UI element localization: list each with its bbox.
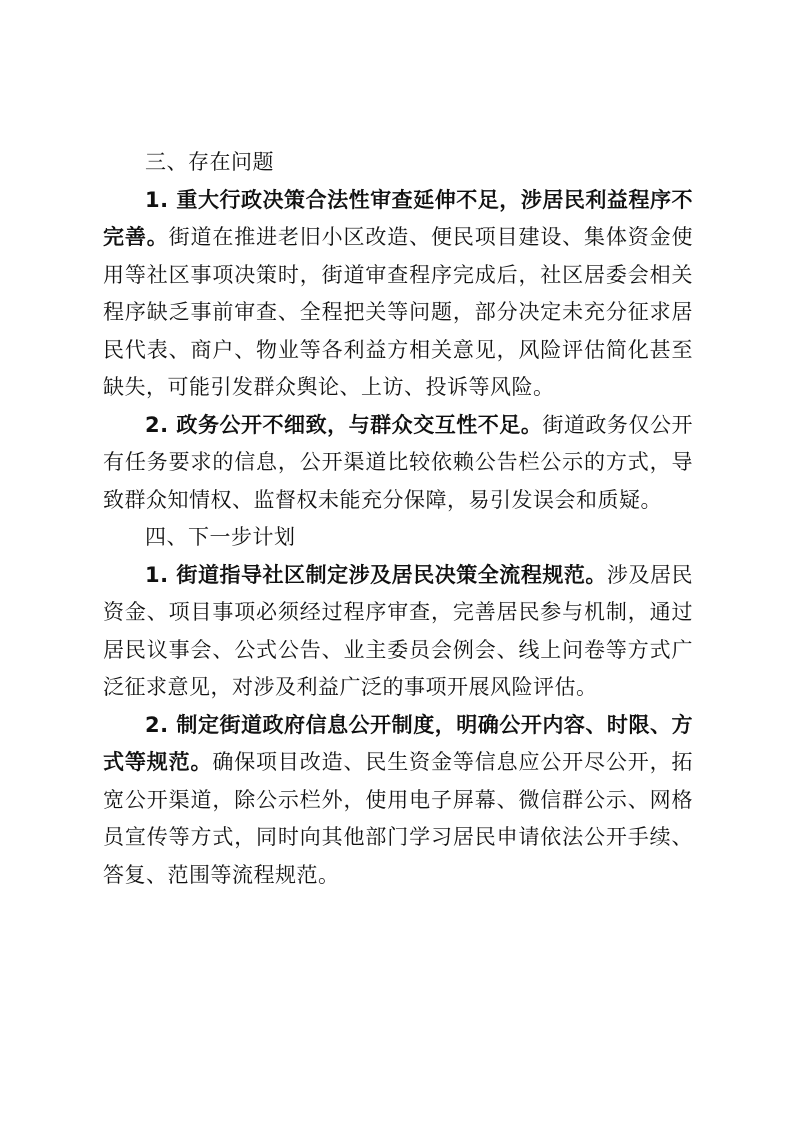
plan-item-2 — [103, 707, 693, 895]
document-body — [103, 144, 693, 894]
problem-item-2-body: 街道政务仅公开有任务要求的信息，公开渠道比较依赖公告栏公示的方式，导致群众知情权、监督权未能充分保障，易引发误会和质疑。 — [103, 412, 694, 512]
problem-item-2 — [103, 407, 693, 520]
problem-item-1-lead: 1. 重大行政决策合法性审查延伸不足，涉居民利益程序不完善。 — [103, 187, 693, 249]
section-heading-problems: 三、存在问题 — [145, 150, 274, 174]
plan-item-1 — [103, 557, 693, 707]
problem-item-1-body: 街道在推进老旧小区改造、便民项目建设、集体资金使用等社区事项决策时，街道审查程序完成后，社区居委会相关程序缺乏事前审查、全程把关等问题，部分决定未充分征求居民代表、商户、物业等各利益方相关意见，风险评估简化甚至缺失，可能引发群众舆论、上访、投诉等风险。 — [103, 225, 694, 399]
plan-item-2-body: 确保项目改造、民生资金等信息应公开尽公开，拓宽公开渠道，除公示栏外，使用电子屏幕、微信群公示、网格员宣传等方式，同时向其他部门学习居民申请依法公开手续、答复、范围等流程规范。 — [103, 750, 693, 887]
plan-item-1-body: 涉及居民资金、项目事项必须经过程序审查，完善居民参与机制，通过居民议事会、公式公告、业主委员会例会、线上问卷等方式广泛征求意见，对涉及利益广泛的事项开展风险评估。 — [103, 562, 693, 699]
section-heading-next-steps: 四、下一步计划 — [145, 525, 296, 549]
problem-item-2-lead: 2. 政务公开不细致，与群众交互性不足。 — [145, 412, 543, 437]
plan-item-1-lead: 1. 街道指导社区制定涉及居民决策全流程规范。 — [145, 562, 607, 587]
plan-item-2-lead: 2. 制定街道政府信息公开制度，明确公开内容、时限、方式等规范。 — [103, 712, 693, 774]
problem-item-1 — [103, 182, 693, 407]
